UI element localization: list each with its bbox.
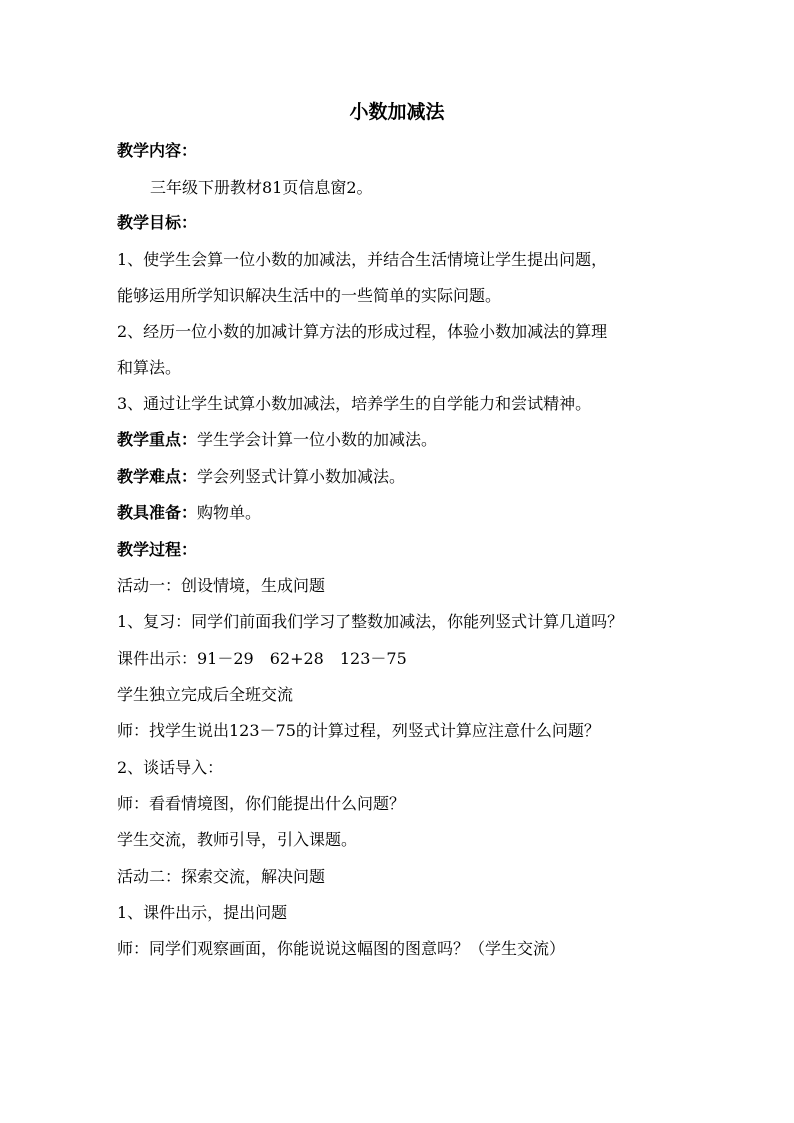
process-line: 活动一：创设情境，生成问题: [117, 576, 326, 595]
difficulty-text: 学会列竖式计算小数加减法。: [197, 467, 406, 486]
key-point-line: [117, 429, 717, 451]
process-line: 2、谈话导入：: [117, 758, 224, 777]
objective-3: 3、通过让学生试算小数加减法，培养学生的自学能力和尝试精神。: [117, 394, 592, 413]
process-line: 师：同学们观察画面，你能说说这幅图的图意吗？（学生交流）: [117, 939, 566, 958]
difficulty-line: [117, 466, 717, 488]
process-line: 学生交流，教师引导，引入课题。: [117, 830, 358, 849]
process-line: 师：找学生说出123－75的计算过程，列竖式计算应注意什么问题？: [117, 721, 600, 740]
materials-label: 教具准备：: [117, 503, 198, 522]
teaching-process-heading: 教学过程：: [117, 540, 198, 559]
teaching-objectives-heading: 教学目标：: [117, 213, 198, 232]
difficulty-label: 教学难点：: [117, 467, 198, 486]
key-point-text: 学生学会计算一位小数的加减法。: [197, 430, 438, 449]
teaching-content-heading: 教学内容：: [117, 141, 198, 160]
process-line: 活动二：探索交流，解决问题: [117, 867, 326, 886]
process-line: 1、复习：同学们前面我们学习了整数加减法，你能列竖式计算几道吗？: [117, 612, 624, 631]
materials-line: [117, 502, 717, 524]
objective-2-line-1: 2、经历一位小数的加减计算方法的形成过程，体验小数加减法的算理: [117, 322, 608, 341]
objective-1-line-1: 1、使学生会算一位小数的加减法，并结合生活情境让学生提出问题，: [117, 250, 608, 269]
process-line: 学生独立完成后全班交流: [117, 685, 294, 704]
objective-2-line-2: 和算法。: [117, 358, 182, 377]
process-line: 1、课件出示，提出问题: [117, 903, 288, 922]
key-point-label: 教学重点：: [117, 430, 198, 449]
process-line: 课件出示：91－29 62+28 123－75: [117, 649, 407, 668]
teaching-content-text: 三年级下册教材81页信息窗2。: [150, 178, 373, 197]
objective-1-line-2: 能够运用所学知识解决生活中的一些简单的实际问题。: [117, 286, 502, 305]
process-line: 师：看看情境图，你们能提出什么问题？: [117, 794, 406, 813]
page-title: 小数加减法: [349, 101, 445, 123]
materials-text: 购物单。: [197, 503, 262, 522]
